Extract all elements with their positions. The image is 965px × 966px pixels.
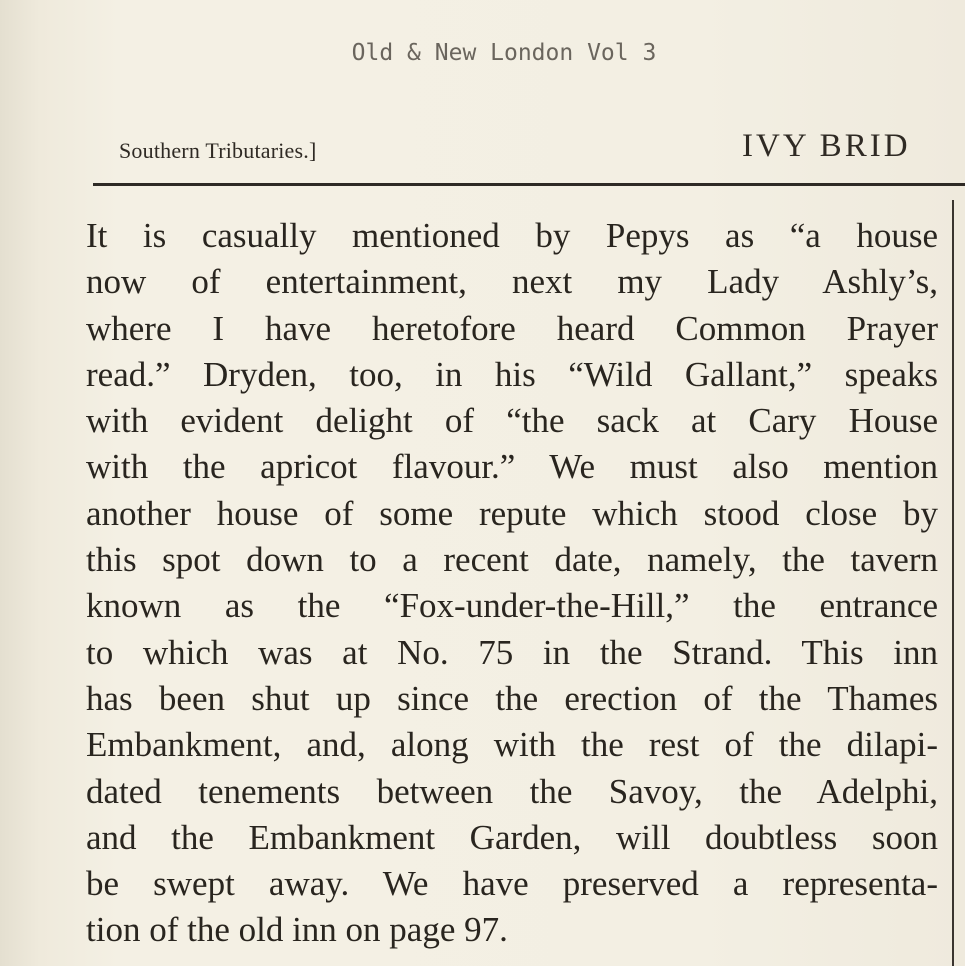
text-line: and the Embankment Garden, will doubtless soon: [86, 817, 938, 857]
text-line: this spot down to a recent date, namely, the tavern: [86, 540, 938, 580]
text-line: be swept away. We have preserved a representa-: [86, 864, 938, 904]
header-rule: [93, 183, 965, 186]
running-title: Old & New London Vol 3: [351, 40, 657, 66]
text-line: read.” Dryden, too, in his “Wild Gallant,” speaks: [86, 354, 938, 394]
text-line: has been shut up since the erection of the Thames: [86, 678, 938, 718]
column-rule: [952, 200, 954, 966]
text-line: another house of some repute which stood close by: [86, 493, 938, 533]
text-line: with the apricot flavour.” We must also mention: [86, 447, 938, 487]
text-line: tion of the old inn on page 97.: [86, 910, 508, 950]
text-line: known as the “Fox-under-the-Hill,” the entrance: [86, 586, 938, 626]
body-paragraph: [86, 213, 938, 954]
text-line: with evident delight of “the sack at Cary House: [86, 401, 938, 441]
section-header: Southern Tributaries.]: [119, 138, 317, 163]
text-line: Embankment, and, along with the rest of the dilapi-: [86, 725, 938, 765]
text-line: dated tenements between the Savoy, the Adelphi,: [86, 771, 938, 811]
text-line: It is casually mentioned by Pepys as “a house: [86, 216, 938, 255]
text-line: where I have heretofore heard Common Prayer: [86, 308, 938, 348]
text-line: now of entertainment, next my Lady Ashly’s,: [86, 262, 938, 302]
page-header-title: IVY BRID: [742, 128, 911, 164]
text-line: to which was at No. 75 in the Strand. This inn: [86, 632, 938, 672]
